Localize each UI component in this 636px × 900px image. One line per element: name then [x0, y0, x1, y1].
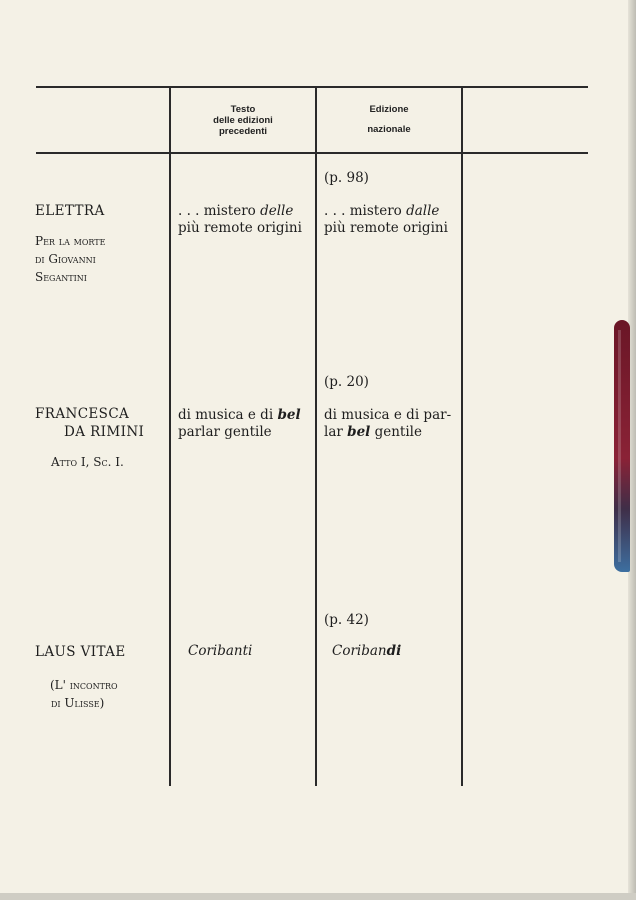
previous-text-laus-vitae: Coribanti	[188, 643, 253, 659]
column-divider-2	[315, 88, 317, 786]
entry-title-laus-vitae: LAUS VITAE	[35, 644, 126, 660]
page-ref-francesca: (p. 20)	[324, 374, 369, 390]
national-text-elettra: . . . mistero dalle più remote origini	[324, 203, 448, 236]
table-top-rule	[36, 86, 588, 88]
previous-text-elettra: . . . mistero delle più remote origini	[178, 203, 302, 236]
bookmark-ribbon	[614, 320, 630, 572]
table-header-rule	[36, 152, 588, 154]
header-national-edition: Edizione nazionale	[367, 104, 411, 135]
entry-title-francesca: FRANCESCA DA RIMINI	[35, 406, 145, 440]
column-divider-1	[169, 88, 171, 786]
entry-subtitle-laus-vitae: (L' incontro di Ulisse)	[50, 678, 118, 710]
header-previous-editions: Testo delle edizioni precedenti	[213, 104, 273, 137]
page-ref-elettra: (p. 98)	[324, 170, 369, 186]
entry-title-elettra: ELETTRA	[35, 203, 105, 219]
page-edge-bottom	[0, 893, 636, 900]
national-text-laus-vitae: Coribandi	[332, 643, 402, 659]
entry-subtitle-elettra: Per la morte di Giovanni Segantini	[35, 234, 106, 284]
entry-subtitle-francesca: Atto I, Sc. I.	[51, 455, 124, 469]
national-text-francesca: di musica e di par- lar bel gentile	[324, 407, 452, 440]
page-ref-laus-vitae: (p. 42)	[324, 612, 369, 628]
previous-text-francesca: di musica e di bel parlar gentile	[178, 407, 301, 440]
column-divider-3	[461, 88, 463, 786]
